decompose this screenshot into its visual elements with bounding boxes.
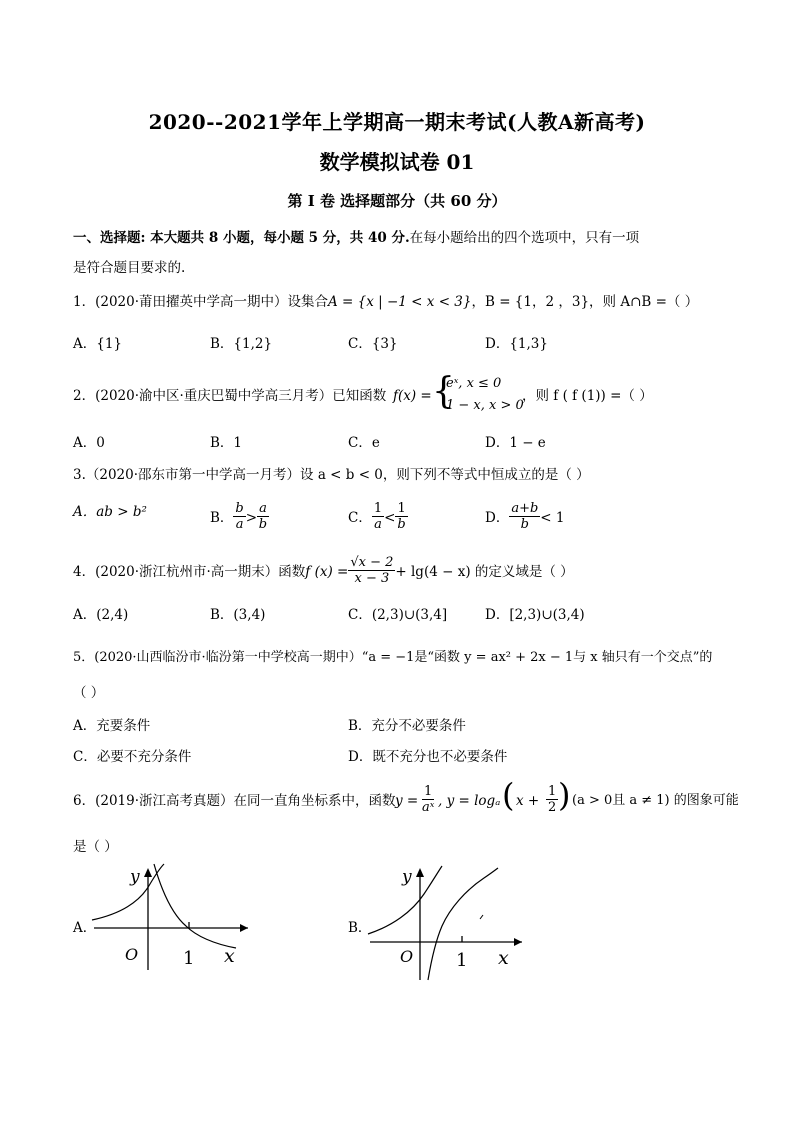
q2-option-b[interactable]: B．1 — [210, 435, 243, 451]
graph-a-tick-label: 1 — [183, 948, 195, 969]
q5-option-d[interactable]: D．既不充分也不必要条件 — [348, 749, 508, 765]
q1-stem — [73, 293, 698, 311]
q2-fx: f(x) = — [393, 388, 432, 404]
graph-a-exp-curve — [92, 864, 164, 920]
graph-a-origin: O — [125, 945, 139, 964]
q4-option-c[interactable]: C．(2,3)∪(3,4] — [348, 607, 448, 623]
q6-paren-close: ) — [558, 776, 571, 814]
q6-option-b-label[interactable]: B． — [348, 920, 372, 936]
graph-a-x-arrow — [240, 924, 248, 932]
q6-frac-1-over-ax: $\frac{1}{\text{aˣ}}$ — [422, 784, 435, 815]
graph-b-stray-mark — [480, 915, 483, 919]
q4-stem-prefix: 4．(2020·浙江杭州市·高一期末）函数 — [73, 564, 306, 580]
q3-option-a[interactable]: A．ab > b² — [73, 504, 147, 520]
q4-fx: f (x) = — [305, 564, 349, 580]
q5-option-b[interactable]: B．充分不必要条件 — [348, 718, 466, 734]
q1-option-a[interactable]: A．{1} — [73, 336, 123, 352]
q3-option-d[interactable] — [485, 503, 565, 534]
q2-stem-prefix: 2．(2020·渝中区·重庆巴蜀中学高三月考）已知函数 — [73, 388, 387, 404]
q6-graph-b[interactable] — [366, 862, 526, 982]
q3-b-over-a: $\frac{b}{a}$ — [235, 501, 244, 532]
q6-frac-half: $\frac{1}{2}$ — [548, 784, 557, 815]
exam-title: 2020--2021学年上学期高一期末考试(人教A新高考) — [148, 110, 646, 134]
exam-subtitle: 数学模拟试卷 01 — [319, 150, 475, 174]
q5-stem: 5．(2020·山西临汾市·临汾第一中学校高一期中）“a = −1是“函数 y = ax² + 2x − 1与 x 轴只有一个交点”的 — [73, 650, 713, 665]
graph-b-y-arrow — [416, 868, 424, 877]
q4-stem — [73, 557, 574, 588]
q6-stem-prefix: 6．(2019·浙江高考真题）在同一直角坐标系中，函数 — [73, 793, 396, 809]
q3-option-c-label: C． — [348, 510, 372, 526]
q5-option-c[interactable]: C．必要不充分条件 — [73, 749, 192, 765]
q2-brace: { — [432, 371, 455, 412]
q4-option-d[interactable]: D．[2,3)∪(3,4) — [485, 607, 585, 623]
q3-1-over-b: $\frac{1}{b}$ — [397, 501, 406, 532]
q4-option-b[interactable]: B．(3,4) — [210, 607, 266, 623]
graph-b-origin: O — [400, 947, 414, 966]
q2-option-a[interactable]: A．0 — [73, 435, 105, 451]
q1-option-d[interactable]: D．{1,3} — [485, 336, 548, 352]
instructions-bold: 一、选择题: 本大题共 8 小题，每小题 5 分，共 40 分. — [73, 230, 410, 246]
q3-option-c[interactable] — [348, 503, 408, 534]
q3-apb-over-b: $\frac{a+b}{b}$ — [511, 501, 539, 532]
q2-stem-suffix: ，则 f ( f (1)) =（ ） — [522, 388, 653, 404]
q6-f1: y = — [395, 793, 419, 809]
q3-stem: 3.（2020·邵东市第一中学高一月考）设 a < b < 0，则下列不等式中恒成立的是（ ） — [73, 467, 590, 483]
q6-paren-open: ( — [502, 776, 515, 814]
q1-set-b: ，B = {1，2 ，3}，则 A∩B =（ ） — [471, 294, 699, 310]
q5-option-a[interactable]: A．充要条件 — [73, 718, 151, 734]
graph-a-y-arrow — [144, 868, 152, 877]
q1-stem-prefix: 1．(2020·莆田擢英中学高一期中）设集合 — [73, 294, 329, 310]
q3-gt: > — [245, 510, 258, 526]
graph-a-log-curve — [154, 864, 236, 948]
instructions-line1 — [73, 229, 639, 247]
graph-b-y-label: y — [402, 867, 412, 887]
graph-a-x-label: x — [224, 945, 235, 967]
q3-option-b-label: B． — [210, 510, 234, 526]
q4-fraction: $\frac{√x - 2}{x - 3}$ — [350, 555, 394, 586]
section-heading: 第 I 卷 选择题部分（共 60 分） — [287, 192, 507, 210]
q3-lt1: < 1 — [540, 510, 565, 526]
q2-piece-2: 1 − x, x > 0 — [446, 398, 524, 413]
q4-stem-suffix: + lg(4 − x) 的定义域是（ ） — [395, 564, 574, 580]
graph-b-tick-label: 1 — [456, 950, 468, 971]
q3-option-d-label: D． — [485, 510, 510, 526]
instructions-line2: 是符合题目要求的. — [73, 260, 186, 276]
q6-inner: x + — [516, 793, 540, 809]
q1-set-a: A = {x | −1 < x < 3} — [328, 294, 472, 310]
q3-option-b[interactable] — [210, 503, 269, 534]
graph-b-x-label: x — [498, 947, 509, 969]
q6-graph-a[interactable] — [90, 862, 250, 972]
q2-option-d[interactable]: D．1 − e — [485, 435, 546, 451]
q5-paren: （ ） — [73, 685, 105, 701]
q6-stem-suffix: (a > 0且 a ≠ 1) 的图象可能 — [572, 793, 739, 808]
q1-option-c[interactable]: C．{3} — [348, 336, 398, 352]
q6-option-a-label[interactable]: A． — [73, 920, 97, 936]
q4-option-a[interactable]: A．(2,4) — [73, 607, 129, 623]
q3-a-over-b: $\frac{a}{b}$ — [258, 501, 268, 532]
q1-option-b[interactable]: B．{1,2} — [210, 336, 273, 352]
graph-b-x-arrow — [514, 938, 522, 946]
instructions-rest: 在每小题给出的四个选项中，只有一项 — [409, 230, 640, 246]
graph-a-y-label: y — [130, 867, 140, 887]
q2-piece-1: eˣ, x ≤ 0 — [446, 376, 502, 391]
q3-1-over-a: $\frac{1}{a}$ — [373, 501, 383, 532]
q6-stem-line2: 是（ ） — [73, 839, 118, 855]
q3-lt: < — [384, 510, 396, 526]
q6-f2: , y = logₐ — [438, 793, 501, 809]
q2-option-c[interactable]: C．e — [348, 435, 380, 451]
